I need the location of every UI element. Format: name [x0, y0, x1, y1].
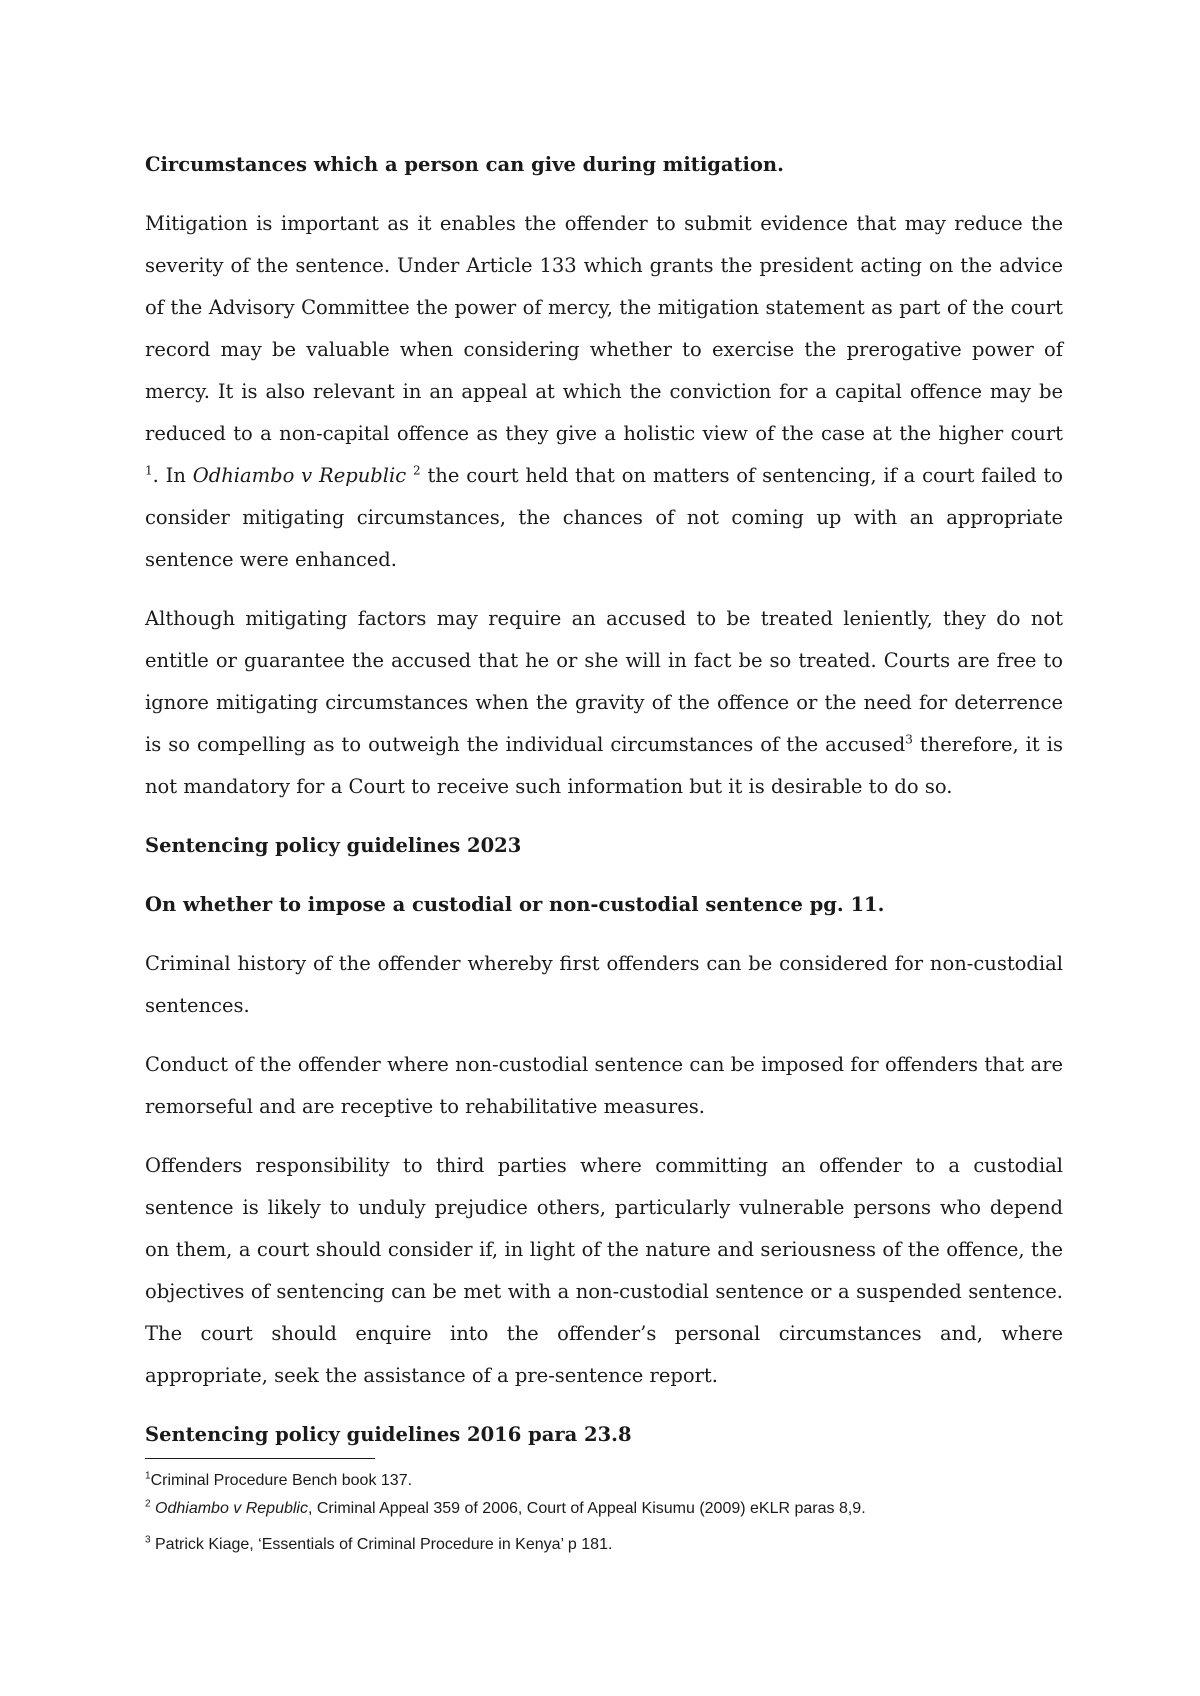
paragraph-text: Although mitigating factors may require an accused to be treated leniently, they do not entitle or guarantee the accused that he or she will in fact be so treated. Courts are free to ignore mitigating circumstances when the gravity of the offence or the need for deterrence is so compelling as to outweigh the individual circumstances of the accused — [145, 607, 1063, 756]
paragraph-text: the court held that on matters of sentencing, if a court failed to consider mitigating circumstances, the chances of not coming up with an appropriate sentence were enhanced. — [145, 464, 1063, 571]
footnote-text: , Criminal Appeal 359 of 2006, Court of Appeal Kisumu (2009) eKLR paras 8,9. — [307, 1500, 866, 1517]
footnote-2 — [145, 1497, 1063, 1521]
paragraph-text: therefore, it is not mandatory for a Court to receive such information but it is desirable to do so. — [145, 733, 1063, 798]
footnote-ref-1[interactable]: 1 — [145, 463, 153, 478]
paragraph-text: . In — [152, 464, 193, 487]
heading-guidelines-2023: Sentencing policy guidelines 2023 — [145, 834, 522, 857]
case-name: Odhiambo v Republic — [192, 464, 407, 487]
footnotes — [145, 1458, 1063, 1561]
paragraph-mitigation — [145, 203, 1063, 581]
paragraph-conduct: Conduct of the offender where non-custodial sentence can be imposed for offenders that are remorseful and are receptive to rehabilitative measures. — [145, 1053, 1063, 1118]
footnote-separator — [145, 1458, 375, 1459]
footnote-mark: 2 — [145, 1498, 151, 1510]
paragraph-criminal-history: Criminal history of the offender whereby first offenders can be considered for non-custodial sentences. — [145, 952, 1063, 1017]
footnote-mark: 3 — [145, 1534, 151, 1546]
footnote-text: Criminal Procedure Bench book 137. — [150, 1472, 413, 1489]
footnote-text: Patrick Kiage, ‘Essentials of Criminal Procedure in Kenya’ p 181. — [150, 1536, 613, 1553]
heading-mitigation: Circumstances which a person can give during mitigation. — [145, 153, 784, 176]
footnote-ref-2[interactable]: 2 — [412, 463, 421, 478]
paragraph-leniency — [145, 598, 1063, 808]
document-body — [145, 144, 1063, 1473]
heading-custodial: On whether to impose a custodial or non-custodial sentence pg. 11. — [145, 893, 885, 916]
footnote-case-name: Odhiambo v Republic — [155, 1500, 308, 1517]
footnote-ref-3[interactable]: 3 — [905, 732, 913, 747]
footnote-mark: 1 — [145, 1470, 151, 1482]
footnote-1 — [145, 1469, 1063, 1493]
paragraph-third-parties: Offenders responsibility to third parties where committing an offender to a custodial sentence is likely to unduly prejudice others, particularly vulnerable persons who depend on them, a court should consider if, in light of the nature and seriousness of the offence, the objectives of sentencing can be met with a non-custodial sentence or a suspended sentence. The court should enquire into the offender’s personal circumstances and, where appropriate, seek the assistance of a pre-sentence report. — [145, 1154, 1063, 1387]
heading-guidelines-2016: Sentencing policy guidelines 2016 para 23.8 — [145, 1423, 632, 1446]
footnote-3 — [145, 1533, 1063, 1557]
paragraph-text: Mitigation is important as it enables the offender to submit evidence that may reduce the severity of the sentence. Under Article 133 which grants the president acting on the advice of the Advisory Committee the power of mercy, the mitigation statement as part of the court record may be valuable when considering whether to exercise the prerogative power of mercy. It is also relevant in an appeal at which the conviction for a capital offence may be reduced to a non-capital offence as they give a holistic view of the case at the higher court — [145, 212, 1063, 445]
